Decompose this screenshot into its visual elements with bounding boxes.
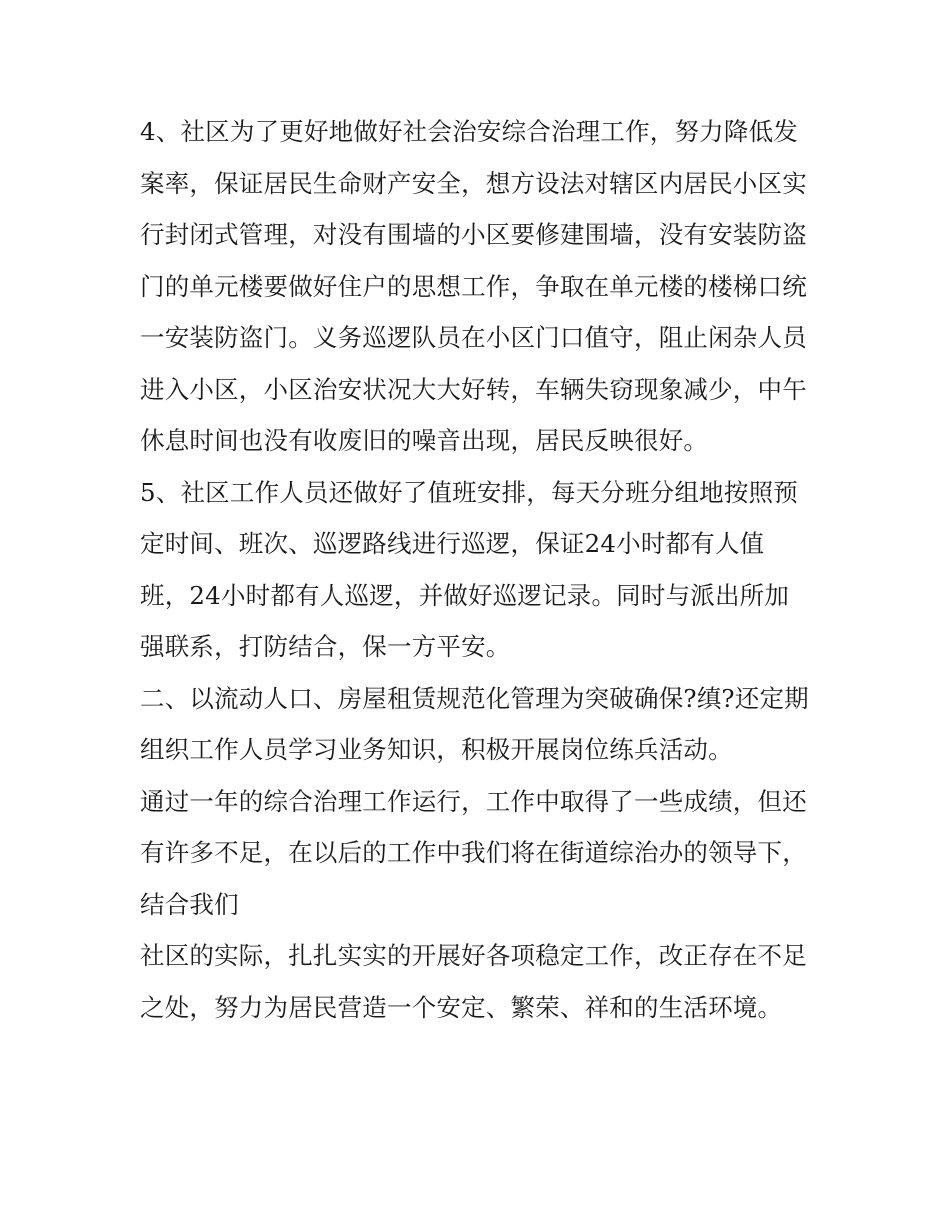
text-line: 有许多不足，在以后的工作中我们将在街道综治办的领导下，	[140, 838, 807, 867]
text-line: 强联系，打防结合，保一方平安。	[140, 632, 511, 661]
text-line: 通过一年的综合治理工作运行，工作中取得了一些成绩，但还	[140, 786, 807, 816]
text-line: 二、以流动人口、房屋租赁规范化管理为突破确保?缜?还定期	[140, 683, 809, 713]
text-line: 定时间、班次、巡逻路线进行巡逻，保证24小时都有人值	[140, 529, 765, 558]
text-line: 一安装防盗门。义务巡逻队员在小区门口值守，阻止闲杂人员	[140, 323, 807, 352]
text-line: 组织工作人员学习业务知识，积极开展岗位练兵活动。	[140, 735, 733, 764]
text-line: 4、社区为了更好地做好社会治安综合治理工作，努力降低发	[140, 117, 798, 146]
text-line: 进入小区，小区治安状况大大好转，车辆失窃现象减少，中午	[140, 374, 807, 404]
text-line: 5、社区工作人员还做好了值班安排，每天分班分组地按照预	[140, 477, 798, 507]
text-line: 班，24小时都有人巡逻，并做好巡逻记录。同时与派出所加	[140, 580, 790, 610]
text-line: 社区的实际，扎扎实实的开展好各项稳定工作，改正存在不足	[140, 941, 807, 970]
text-line: 结合我们	[140, 889, 239, 919]
document-page	[140, 106, 820, 1033]
text-line: 休息时间也没有收废旧的噪音出现，居民反映很好。	[140, 426, 709, 455]
text-line: 门的单元楼要做好住户的思想工作，争取在单元楼的楼梯口统	[140, 271, 807, 301]
text-line: 案率，保证居民生命财产安全，想方设法对辖区内居民小区实	[140, 168, 807, 198]
text-line: 行封闭式管理，对没有围墙的小区要修建围墙，没有安装防盗	[140, 220, 807, 249]
text-line: 之处，努力为居民营造一个安定、繁荣、祥和的生活环境。	[140, 992, 783, 1022]
